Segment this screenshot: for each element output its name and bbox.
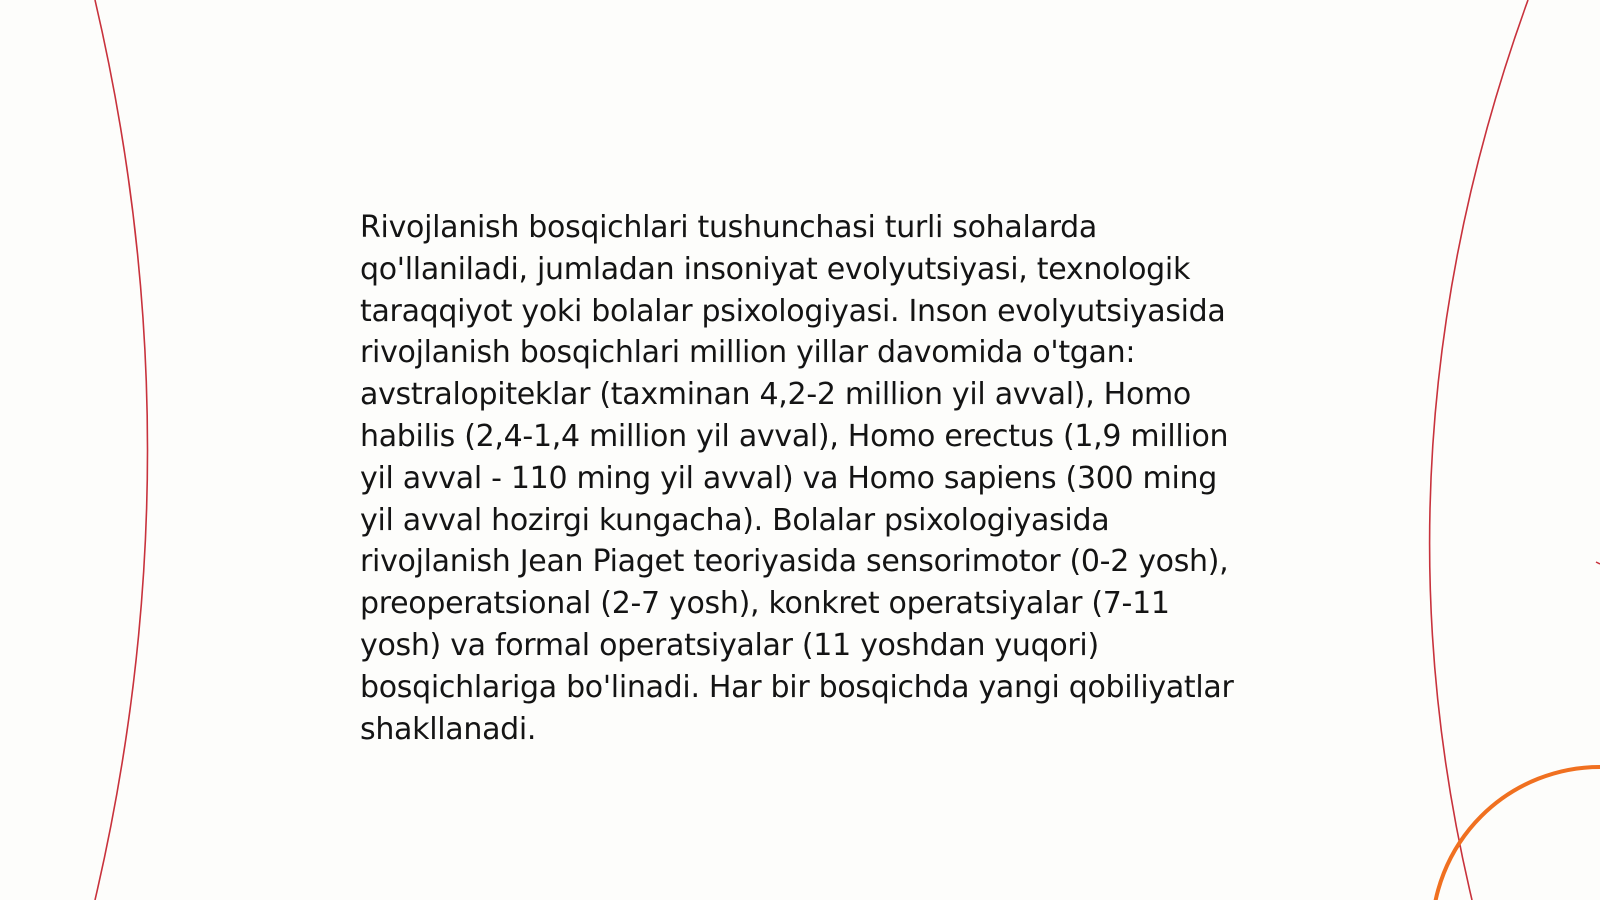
right-curve-line xyxy=(1430,0,1528,900)
slide-body-text: Rivojlanish bosqichlari tushunchasi turli sohalarda qo'llaniladi, jumladan insoniyat evolyutsiyasi, texnologik taraqqiyot yoki bolalar psixologiyasi. Inson evolyutsiyasida rivojlanish bosqichlari million yillar davomida o'tgan: avstralopiteklar (taxminan 4,2-2 million yil avval), Homo habilis (2,4-1,4 million yil avval), Homo erectus (1,9 million yil avval - 110 ming yil avval) va Homo sapiens (300 ming yil avval hozirgi kungacha). Bolalar psixologiyasida rivojlanish Jean Piaget teoriyasida sensorimotor (0-2 yosh), preoperatsional (2-7 yosh), konkret operatsiyalar (7-11 yosh) va formal operatsiyalar (11 yoshdan yuqori) bosqichlariga bo'linadi. Har bir bosqichda yangi qobiliyatlar shakllanadi. xyxy=(360,210,1234,747)
left-curve-line xyxy=(95,0,148,900)
small-edge-mark xyxy=(1596,562,1600,564)
